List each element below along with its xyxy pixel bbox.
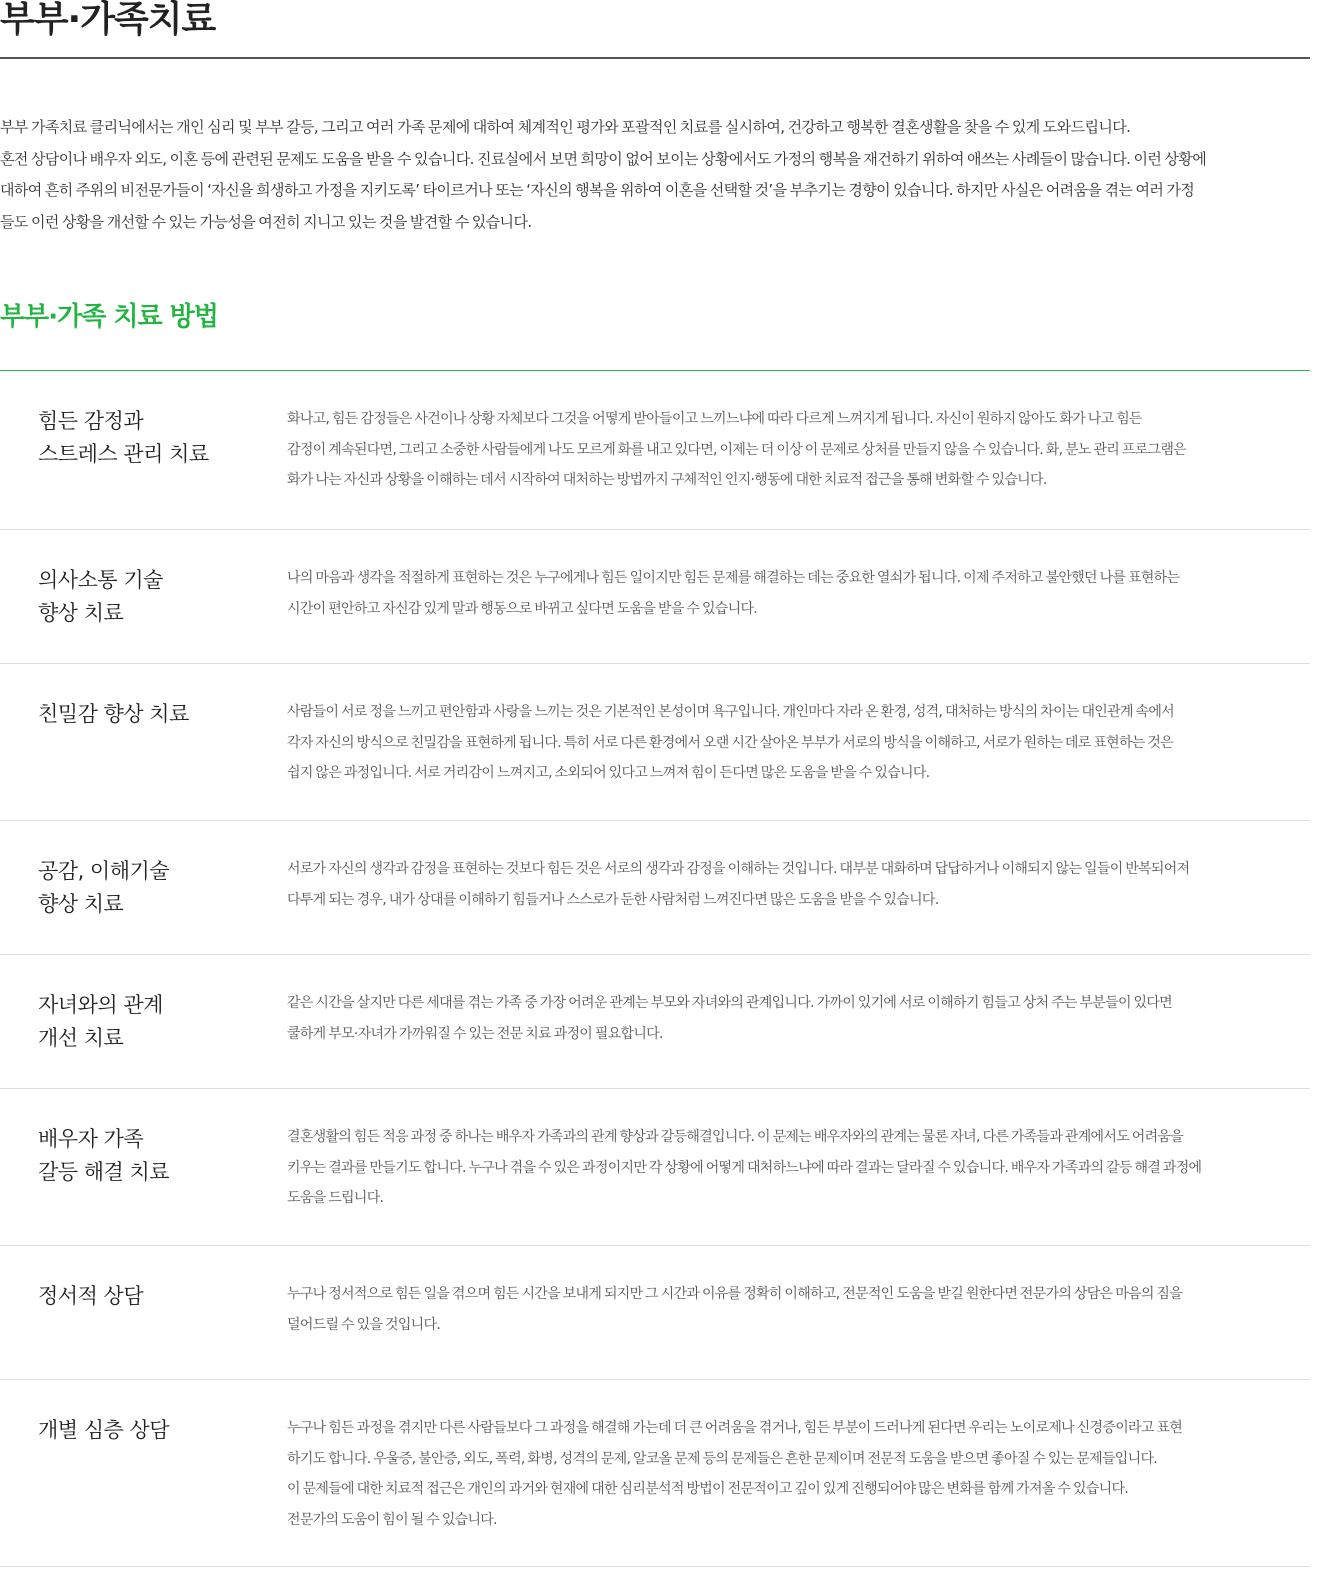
method-description-line: 화나고, 힘든 감정들은 사건이나 상황 자체보다 그것을 어떻게 받아들이고 느끼느냐에 따라 다르게 느껴지게 됩니다. 자신이 원하지 않아도 화가 나고 힘든 [287, 411, 1142, 427]
method-row-stress [0, 371, 1310, 530]
page-title: 부부·가족치료 [0, 0, 216, 40]
method-description-line: 누구나 정서적으로 힘든 일을 겪으며 힘든 시간을 보내게 되지만 그 시간과 이유를 정확히 이해하고, 전문적인 도움을 받길 원한다면 전문가의 상담은 마음의 짐을 [287, 1286, 1183, 1302]
method-title: 공감, 이해기술 향상 치료 [38, 859, 170, 916]
method-title: 의사소통 기술 향상 치료 [38, 568, 163, 625]
intro-text [0, 112, 1310, 238]
method-description-line: 화가 나는 자신과 상황을 이해하는 데서 시작하여 대처하는 방법까지 구체적인 인지·행동에 대한 치료적 접근을 통해 변화할 수 있습니다. [287, 472, 1047, 488]
intro-line: 들도 이런 상황을 개선할 수 있는 가능성을 여전히 지니고 있는 것을 발견할 수 있습니다. [0, 212, 532, 231]
method-row-in-laws [0, 1089, 1310, 1246]
method-description-line: 다투게 되는 경우, 내가 상대를 이해하기 힘들거나 스스로가 둔한 사람처럼 느껴진다면 많은 도움을 받을 수 있습니다. [287, 891, 939, 908]
methods-list [0, 371, 1310, 1567]
title-divider [0, 57, 1310, 59]
method-description-line: 이 문제들에 대한 치료적 접근은 개인의 과거와 현재에 대한 심리분석적 방법이 전문적이고 깊이 있게 진행되어야 많은 변화를 함께 가져올 수 있습니다. [287, 1481, 1129, 1497]
method-description-line: 사람들이 서로 정을 느끼고 편안함과 사랑을 느끼는 것은 기본적인 본성이며 욕구입니다. 개인마다 자라 온 환경, 성격, 대처하는 방식의 차이는 대인관계 속에서 [287, 704, 1174, 720]
method-description-line: 서로가 자신의 생각과 감정을 표현하는 것보다 힘든 것은 서로의 생각과 감정을 이해하는 것입니다. 대부분 대화하며 답답하거나 이해되지 않는 일들이 반복되어져 [287, 861, 1190, 877]
method-description-line: 쉽지 않은 과정입니다. 서로 거리감이 느껴지고, 소외되어 있다고 느껴져 힘이 든다면 많은 도움을 받을 수 있습니다. [287, 765, 930, 781]
method-description [287, 563, 1302, 624]
method-description-line: 결혼생활의 힘든 적응 과정 중 하나는 배우자 가족과의 관계 향상과 갈등해결입니다. 이 문제는 배우자와의 관계는 물론 자녀, 다른 가족들과 관계에서도 어려움을 [287, 1129, 1184, 1145]
method-description [287, 854, 1302, 915]
method-description-line: 감정이 계속된다면, 그리고 소중한 사람들에게 나도 모르게 화를 내고 있다면, 이제는 더 이상 이 문제로 상처를 만들지 않을 수 있습니다. 화, 분노 관리 프로그램은 [287, 441, 1186, 458]
method-row-emotional [0, 1246, 1310, 1380]
intro-line: 부부 가족치료 클리닉에서는 개인 심리 및 부부 갈등, 그리고 여러 가족 문제에 대하여 체계적인 평가와 포괄적인 치료를 실시하여, 건강하고 행복한 결혼생활을 찾을 수 있게 도와드립니다. [0, 118, 1131, 136]
method-row-in-depth [0, 1380, 1310, 1567]
method-row-empathy [0, 821, 1310, 955]
method-description [287, 404, 1302, 496]
method-title: 힘든 감정과 스트레스 관리 치료 [38, 409, 209, 466]
method-description-line: 같은 시간을 살지만 다른 세대를 겪는 가족 중 가장 어려운 관계는 부모와 자녀와의 관계입니다. 가까이 있기에 서로 이해하기 힘들고 상처 주는 부분들이 있다면 [287, 995, 1172, 1011]
method-row-communication [0, 530, 1310, 664]
method-description [287, 1279, 1302, 1340]
method-description [287, 988, 1302, 1049]
method-description-line: 시간이 편안하고 자신감 있게 말과 행동으로 바뀌고 싶다면 도움을 받을 수 있습니다. [287, 600, 758, 617]
method-description [287, 697, 1302, 789]
method-description-line: 하기도 합니다. 우울증, 불안증, 외도, 폭력, 화병, 성격의 문제, 알코올 문제 등의 문제들은 흔한 문제이며 전문적 도움을 받으면 좋아질 수 있는 문제들입니다. [287, 1450, 1158, 1467]
method-title: 친밀감 향상 치료 [38, 702, 189, 726]
method-title: 자녀와의 관계 개선 치료 [38, 993, 163, 1050]
method-title: 배우자 가족 갈등 해결 치료 [38, 1127, 170, 1184]
method-description-line: 덜어드릴 수 있을 것입니다. [287, 1316, 441, 1333]
method-title: 개별 심층 상담 [38, 1418, 170, 1442]
method-row-intimacy [0, 664, 1310, 821]
method-row-children [0, 955, 1310, 1089]
method-description [287, 1413, 1302, 1535]
method-description-line: 도움을 드립니다. [287, 1190, 384, 1206]
method-title: 정서적 상담 [38, 1284, 144, 1308]
method-description-line: 쿨하게 부모·자녀가 가까워질 수 있는 전문 치료 과정이 필요합니다. [287, 1025, 663, 1042]
intro-line: 대하여 흔히 주위의 비전문가들이 ‘자신을 희생하고 가정을 지키도록’ 타이르거나 또는 ‘자신의 행복을 위하여 이혼을 선택할 것’을 부추기는 경향이 있습니다. 하지만 사실은 어려움을 겪는 여러 가정 [0, 181, 1195, 199]
methods-heading: 부부·가족 치료 방법 [0, 302, 218, 332]
method-description-line: 누구나 힘든 과정을 겪지만 다른 사람들보다 그 과정을 해결해 가는데 더 큰 어려움을 겪거나, 힘든 부분이 드러나게 된다면 우리는 노이로제나 신경증이라고 표현 [287, 1420, 1183, 1436]
method-description [287, 1122, 1302, 1214]
method-description-line: 각자 자신의 방식으로 친밀감을 표현하게 됩니다. 특히 서로 다른 환경에서 오랜 시간 살아온 부부가 서로의 방식을 이해하고, 서로가 원하는 데로 표현하는 것은 [287, 734, 1173, 751]
intro-line: 혼전 상담이나 배우자 외도, 이혼 등에 관련된 문제도 도움을 받을 수 있습니다. 진료실에서 보면 희망이 없어 보이는 상황에서도 가정의 행복을 재건하기 위하여 애쓰는 사례들이 많습니다. 이런 상황에 [0, 149, 1207, 168]
method-description-line: 나의 마음과 생각을 적절하게 표현하는 것은 누구에게나 힘든 일이지만 힘든 문제를 해결하는 데는 중요한 열쇠가 됩니다. 이제 주저하고 불안했던 나를 표현하는 [287, 570, 1180, 586]
method-description-line: 키우는 결과를 만들기도 합니다. 누구나 겪을 수 있은 과정이지만 각 상황에 어떻게 대처하느냐에 따라 결과는 달라질 수 있습니다. 배우자 가족과의 갈등 해결 과정에 [287, 1159, 1202, 1176]
method-description-line: 전문가의 도움이 힘이 될 수 있습니다. [287, 1511, 497, 1528]
